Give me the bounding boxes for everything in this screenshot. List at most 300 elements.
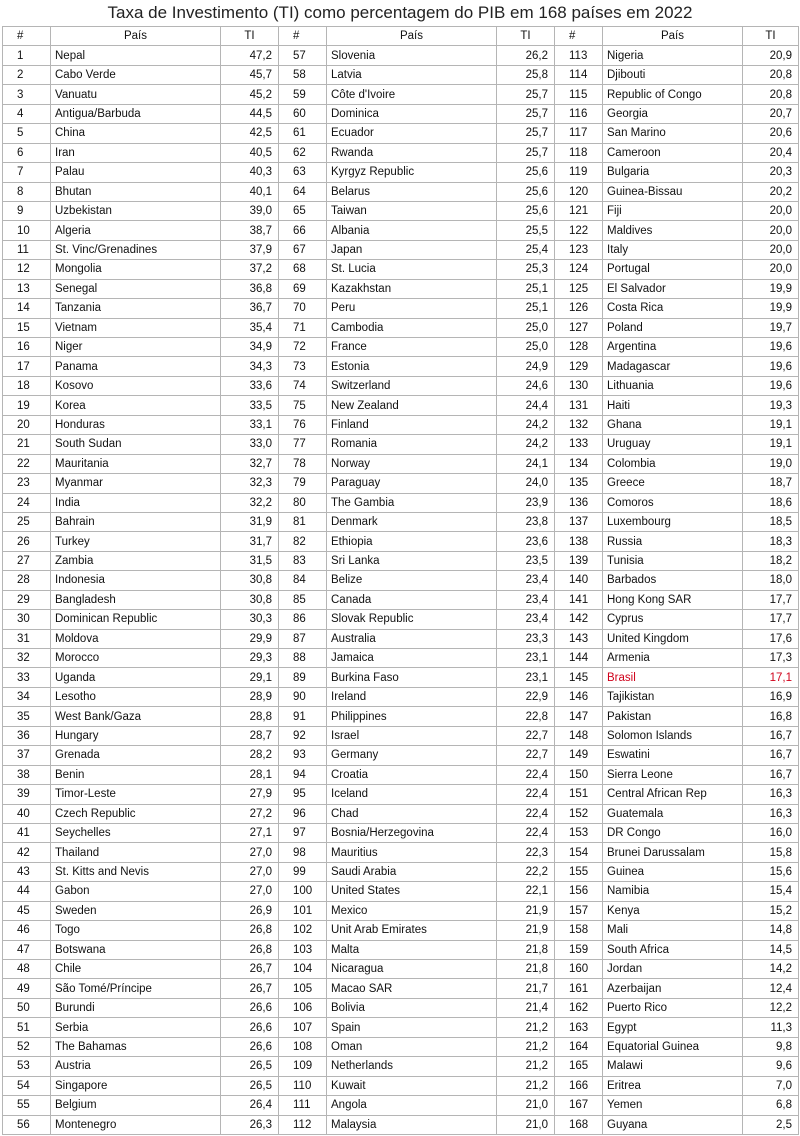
cell-rank: 15 [3, 318, 51, 337]
cell-value: 22,1 [497, 882, 555, 901]
cell-rank: 2 [3, 65, 51, 84]
table-row [3, 396, 799, 415]
cell-country: Philippines [327, 707, 497, 726]
cell-rank: 36 [3, 726, 51, 745]
cell-value: 20,7 [743, 104, 799, 123]
cell-rank: 58 [279, 65, 327, 84]
cell-country: Cabo Verde [51, 65, 221, 84]
cell-rank: 157 [555, 901, 603, 920]
header-country: País [51, 27, 221, 46]
cell-value: 23,5 [497, 551, 555, 570]
table-row [3, 1096, 799, 1115]
cell-value: 33,6 [221, 376, 279, 395]
cell-country: Fiji [603, 201, 743, 220]
cell-country: Ireland [327, 687, 497, 706]
cell-value: 21,2 [497, 1076, 555, 1095]
cell-country: Rwanda [327, 143, 497, 162]
cell-country: Bangladesh [51, 590, 221, 609]
cell-rank: 79 [279, 474, 327, 493]
cell-rank: 167 [555, 1096, 603, 1115]
cell-rank: 107 [279, 1018, 327, 1037]
cell-country: Croatia [327, 765, 497, 784]
cell-value: 25,0 [497, 338, 555, 357]
cell-country: Pakistan [603, 707, 743, 726]
cell-country: Benin [51, 765, 221, 784]
cell-rank: 68 [279, 260, 327, 279]
cell-value: 19,6 [743, 376, 799, 395]
cell-value: 23,3 [497, 629, 555, 648]
cell-country: Germany [327, 746, 497, 765]
cell-country: Armenia [603, 649, 743, 668]
cell-value: 21,8 [497, 940, 555, 959]
cell-value: 24,6 [497, 376, 555, 395]
cell-rank: 137 [555, 512, 603, 531]
cell-value: 26,5 [221, 1076, 279, 1095]
cell-country: Thailand [51, 843, 221, 862]
table-row [3, 998, 799, 1017]
cell-value: 28,1 [221, 765, 279, 784]
cell-rank: 32 [3, 649, 51, 668]
cell-value: 25,8 [497, 65, 555, 84]
cell-value: 21,7 [497, 979, 555, 998]
cell-country: Panama [51, 357, 221, 376]
cell-rank: 12 [3, 260, 51, 279]
cell-country: Burundi [51, 998, 221, 1017]
header-value: TI [497, 27, 555, 46]
cell-value: 23,4 [497, 610, 555, 629]
cell-country: St. Kitts and Nevis [51, 862, 221, 881]
cell-rank: 148 [555, 726, 603, 745]
cell-value: 19,6 [743, 357, 799, 376]
cell-country: Eswatini [603, 746, 743, 765]
cell-country: India [51, 493, 221, 512]
cell-value: 22,8 [497, 707, 555, 726]
cell-country: Indonesia [51, 571, 221, 590]
cell-country: Mauritania [51, 454, 221, 473]
cell-country: Cambodia [327, 318, 497, 337]
table-row [3, 882, 799, 901]
cell-country: El Salvador [603, 279, 743, 298]
table-row [3, 415, 799, 434]
cell-value: 22,7 [497, 726, 555, 745]
cell-value: 24,9 [497, 357, 555, 376]
cell-value: 36,8 [221, 279, 279, 298]
cell-value: 28,2 [221, 746, 279, 765]
cell-value: 20,6 [743, 124, 799, 143]
cell-value: 15,4 [743, 882, 799, 901]
cell-value: 23,8 [497, 512, 555, 531]
cell-value: 27,0 [221, 882, 279, 901]
cell-country: Belgium [51, 1096, 221, 1115]
cell-value: 16,3 [743, 785, 799, 804]
cell-country: Angola [327, 1096, 497, 1115]
cell-value: 16,9 [743, 687, 799, 706]
cell-rank: 99 [279, 862, 327, 881]
cell-value: 18,6 [743, 493, 799, 512]
page-title: Taxa de Investimento (TI) como percentagem do PIB em 168 países em 2022 [107, 3, 693, 22]
cell-rank: 142 [555, 610, 603, 629]
cell-country: Cameroon [603, 143, 743, 162]
cell-value: 42,5 [221, 124, 279, 143]
cell-country: Nicaragua [327, 960, 497, 979]
cell-value: 19,9 [743, 299, 799, 318]
cell-country: Estonia [327, 357, 497, 376]
table-row [3, 85, 799, 104]
cell-country: Dominica [327, 104, 497, 123]
cell-country: Dominican Republic [51, 610, 221, 629]
cell-rank: 30 [3, 610, 51, 629]
cell-rank: 132 [555, 415, 603, 434]
cell-country: Senegal [51, 279, 221, 298]
cell-country: Iran [51, 143, 221, 162]
cell-country: Grenada [51, 746, 221, 765]
cell-country: Latvia [327, 65, 497, 84]
cell-rank: 121 [555, 201, 603, 220]
cell-country: Uruguay [603, 435, 743, 454]
cell-rank: 153 [555, 823, 603, 842]
cell-country: Niger [51, 338, 221, 357]
cell-country: Canada [327, 590, 497, 609]
cell-value: 15,6 [743, 862, 799, 881]
cell-country: Taiwan [327, 201, 497, 220]
cell-country: Vanuatu [51, 85, 221, 104]
table-row [3, 804, 799, 823]
cell-value: 2,5 [743, 1115, 799, 1134]
cell-rank: 155 [555, 862, 603, 881]
cell-rank: 97 [279, 823, 327, 842]
cell-rank: 166 [555, 1076, 603, 1095]
table-row [3, 843, 799, 862]
cell-country: Norway [327, 454, 497, 473]
cell-rank: 23 [3, 474, 51, 493]
table-row [3, 668, 799, 687]
cell-value: 31,5 [221, 551, 279, 570]
cell-value: 37,2 [221, 260, 279, 279]
cell-value: 25,0 [497, 318, 555, 337]
cell-rank: 7 [3, 163, 51, 182]
cell-country: Albania [327, 221, 497, 240]
table-row [3, 357, 799, 376]
cell-value: 24,2 [497, 435, 555, 454]
cell-value: 29,9 [221, 629, 279, 648]
cell-rank: 101 [279, 901, 327, 920]
cell-value: 16,0 [743, 823, 799, 842]
cell-value: 28,9 [221, 687, 279, 706]
cell-value: 27,9 [221, 785, 279, 804]
cell-country: Bhutan [51, 182, 221, 201]
cell-rank: 51 [3, 1018, 51, 1037]
cell-value: 23,1 [497, 649, 555, 668]
cell-country: Netherlands [327, 1057, 497, 1076]
cell-country: Comoros [603, 493, 743, 512]
cell-value: 26,3 [221, 1115, 279, 1134]
cell-country: Argentina [603, 338, 743, 357]
cell-value: 26,6 [221, 1037, 279, 1056]
cell-value: 19,1 [743, 435, 799, 454]
cell-rank: 19 [3, 396, 51, 415]
cell-country: Paraguay [327, 474, 497, 493]
cell-country: France [327, 338, 497, 357]
cell-rank: 161 [555, 979, 603, 998]
cell-value: 20,0 [743, 240, 799, 259]
table-row [3, 862, 799, 881]
cell-rank: 42 [3, 843, 51, 862]
cell-value: 20,8 [743, 65, 799, 84]
table-row [3, 1076, 799, 1095]
cell-value: 25,6 [497, 201, 555, 220]
cell-rank: 82 [279, 532, 327, 551]
cell-rank: 62 [279, 143, 327, 162]
cell-rank: 93 [279, 746, 327, 765]
cell-country: Brasil [603, 668, 743, 687]
cell-value: 21,0 [497, 1115, 555, 1134]
cell-value: 34,9 [221, 338, 279, 357]
cell-rank: 145 [555, 668, 603, 687]
cell-value: 11,3 [743, 1018, 799, 1037]
cell-country: Israel [327, 726, 497, 745]
table-row [3, 1115, 799, 1134]
cell-country: Georgia [603, 104, 743, 123]
cell-country: Mali [603, 921, 743, 940]
cell-rank: 162 [555, 998, 603, 1017]
cell-rank: 56 [3, 1115, 51, 1134]
cell-rank: 140 [555, 571, 603, 590]
cell-rank: 141 [555, 590, 603, 609]
table-body [3, 46, 799, 1135]
cell-rank: 53 [3, 1057, 51, 1076]
cell-rank: 67 [279, 240, 327, 259]
cell-rank: 22 [3, 454, 51, 473]
cell-rank: 65 [279, 201, 327, 220]
cell-country: Malawi [603, 1057, 743, 1076]
cell-rank: 38 [3, 765, 51, 784]
cell-value: 20,0 [743, 221, 799, 240]
cell-country: Russia [603, 532, 743, 551]
cell-rank: 25 [3, 512, 51, 531]
table-row [3, 921, 799, 940]
cell-country: Spain [327, 1018, 497, 1037]
table-row [3, 474, 799, 493]
cell-rank: 102 [279, 921, 327, 940]
cell-value: 12,4 [743, 979, 799, 998]
cell-country: Antigua/Barbuda [51, 104, 221, 123]
cell-rank: 149 [555, 746, 603, 765]
cell-value: 29,1 [221, 668, 279, 687]
table-row [3, 46, 799, 65]
cell-value: 17,7 [743, 610, 799, 629]
cell-country: Jamaica [327, 649, 497, 668]
cell-value: 25,7 [497, 124, 555, 143]
cell-rank: 106 [279, 998, 327, 1017]
cell-value: 44,5 [221, 104, 279, 123]
cell-value: 27,0 [221, 843, 279, 862]
cell-value: 21,2 [497, 1018, 555, 1037]
table-row [3, 571, 799, 590]
header-rank: # [279, 27, 327, 46]
cell-country: Kuwait [327, 1076, 497, 1095]
cell-country: Myanmar [51, 474, 221, 493]
cell-country: DR Congo [603, 823, 743, 842]
cell-country: Bolivia [327, 998, 497, 1017]
cell-country: Equatorial Guinea [603, 1037, 743, 1056]
header-value: TI [221, 27, 279, 46]
cell-country: Haiti [603, 396, 743, 415]
cell-value: 21,8 [497, 960, 555, 979]
cell-rank: 46 [3, 921, 51, 940]
cell-rank: 17 [3, 357, 51, 376]
cell-rank: 41 [3, 823, 51, 842]
cell-rank: 165 [555, 1057, 603, 1076]
cell-value: 21,2 [497, 1037, 555, 1056]
cell-country: Madagascar [603, 357, 743, 376]
cell-rank: 147 [555, 707, 603, 726]
cell-rank: 75 [279, 396, 327, 415]
cell-rank: 43 [3, 862, 51, 881]
cell-value: 25,7 [497, 143, 555, 162]
table-row [3, 707, 799, 726]
cell-country: Slovenia [327, 46, 497, 65]
cell-rank: 109 [279, 1057, 327, 1076]
cell-value: 27,0 [221, 862, 279, 881]
cell-rank: 98 [279, 843, 327, 862]
cell-rank: 103 [279, 940, 327, 959]
cell-country: Algeria [51, 221, 221, 240]
table-row [3, 318, 799, 337]
cell-country: St. Lucia [327, 260, 497, 279]
cell-rank: 61 [279, 124, 327, 143]
cell-rank: 128 [555, 338, 603, 357]
cell-country: Bahrain [51, 512, 221, 531]
cell-country: Djibouti [603, 65, 743, 84]
table-row [3, 182, 799, 201]
header-row [3, 27, 799, 46]
cell-rank: 94 [279, 765, 327, 784]
cell-country: South Africa [603, 940, 743, 959]
cell-country: Switzerland [327, 376, 497, 395]
cell-value: 37,9 [221, 240, 279, 259]
cell-country: Ecuador [327, 124, 497, 143]
cell-country: Botswana [51, 940, 221, 959]
cell-rank: 113 [555, 46, 603, 65]
cell-country: Poland [603, 318, 743, 337]
cell-rank: 48 [3, 960, 51, 979]
table-row [3, 240, 799, 259]
cell-country: Tanzania [51, 299, 221, 318]
cell-rank: 85 [279, 590, 327, 609]
cell-country: Mauritius [327, 843, 497, 862]
cell-rank: 151 [555, 785, 603, 804]
cell-country: San Marino [603, 124, 743, 143]
cell-rank: 33 [3, 668, 51, 687]
cell-rank: 117 [555, 124, 603, 143]
table-row [3, 1057, 799, 1076]
cell-value: 30,3 [221, 610, 279, 629]
cell-rank: 100 [279, 882, 327, 901]
cell-rank: 95 [279, 785, 327, 804]
cell-country: St. Vinc/Grenadines [51, 240, 221, 259]
cell-value: 14,5 [743, 940, 799, 959]
cell-value: 35,4 [221, 318, 279, 337]
cell-rank: 11 [3, 240, 51, 259]
header-rank: # [3, 27, 51, 46]
cell-country: China [51, 124, 221, 143]
cell-rank: 111 [279, 1096, 327, 1115]
cell-value: 25,4 [497, 240, 555, 259]
cell-country: Ghana [603, 415, 743, 434]
cell-country: Mexico [327, 901, 497, 920]
cell-value: 26,8 [221, 921, 279, 940]
cell-country: Tunisia [603, 551, 743, 570]
cell-country: Macao SAR [327, 979, 497, 998]
cell-value: 21,9 [497, 901, 555, 920]
cell-value: 26,9 [221, 901, 279, 920]
cell-value: 19,3 [743, 396, 799, 415]
cell-country: Iceland [327, 785, 497, 804]
cell-value: 21,4 [497, 998, 555, 1017]
cell-country: Guyana [603, 1115, 743, 1134]
cell-value: 7,0 [743, 1076, 799, 1095]
table-row [3, 901, 799, 920]
table-row [3, 299, 799, 318]
table-row [3, 65, 799, 84]
cell-rank: 80 [279, 493, 327, 512]
cell-country: Korea [51, 396, 221, 415]
cell-rank: 55 [3, 1096, 51, 1115]
cell-value: 12,2 [743, 998, 799, 1017]
cell-value: 16,8 [743, 707, 799, 726]
cell-rank: 110 [279, 1076, 327, 1095]
cell-value: 20,4 [743, 143, 799, 162]
cell-value: 18,5 [743, 512, 799, 531]
cell-value: 9,8 [743, 1037, 799, 1056]
cell-value: 20,2 [743, 182, 799, 201]
cell-rank: 134 [555, 454, 603, 473]
cell-country: Montenegro [51, 1115, 221, 1134]
table-row [3, 940, 799, 959]
cell-rank: 104 [279, 960, 327, 979]
cell-value: 23,9 [497, 493, 555, 512]
cell-value: 20,0 [743, 201, 799, 220]
cell-value: 36,7 [221, 299, 279, 318]
cell-country: Guatemala [603, 804, 743, 823]
cell-value: 26,6 [221, 1018, 279, 1037]
cell-rank: 120 [555, 182, 603, 201]
cell-country: The Gambia [327, 493, 497, 512]
cell-value: 33,1 [221, 415, 279, 434]
cell-value: 33,0 [221, 435, 279, 454]
cell-country: Sri Lanka [327, 551, 497, 570]
cell-value: 38,7 [221, 221, 279, 240]
cell-country: Romania [327, 435, 497, 454]
cell-rank: 143 [555, 629, 603, 648]
cell-value: 47,2 [221, 46, 279, 65]
cell-value: 40,3 [221, 163, 279, 182]
cell-rank: 108 [279, 1037, 327, 1056]
cell-rank: 77 [279, 435, 327, 454]
cell-country: Singapore [51, 1076, 221, 1095]
cell-value: 25,7 [497, 85, 555, 104]
cell-country: Guinea [603, 862, 743, 881]
cell-country: Denmark [327, 512, 497, 531]
cell-country: Serbia [51, 1018, 221, 1037]
cell-country: Togo [51, 921, 221, 940]
cell-value: 20,8 [743, 85, 799, 104]
cell-rank: 26 [3, 532, 51, 551]
cell-rank: 144 [555, 649, 603, 668]
cell-value: 18,2 [743, 551, 799, 570]
cell-rank: 63 [279, 163, 327, 182]
cell-rank: 112 [279, 1115, 327, 1134]
